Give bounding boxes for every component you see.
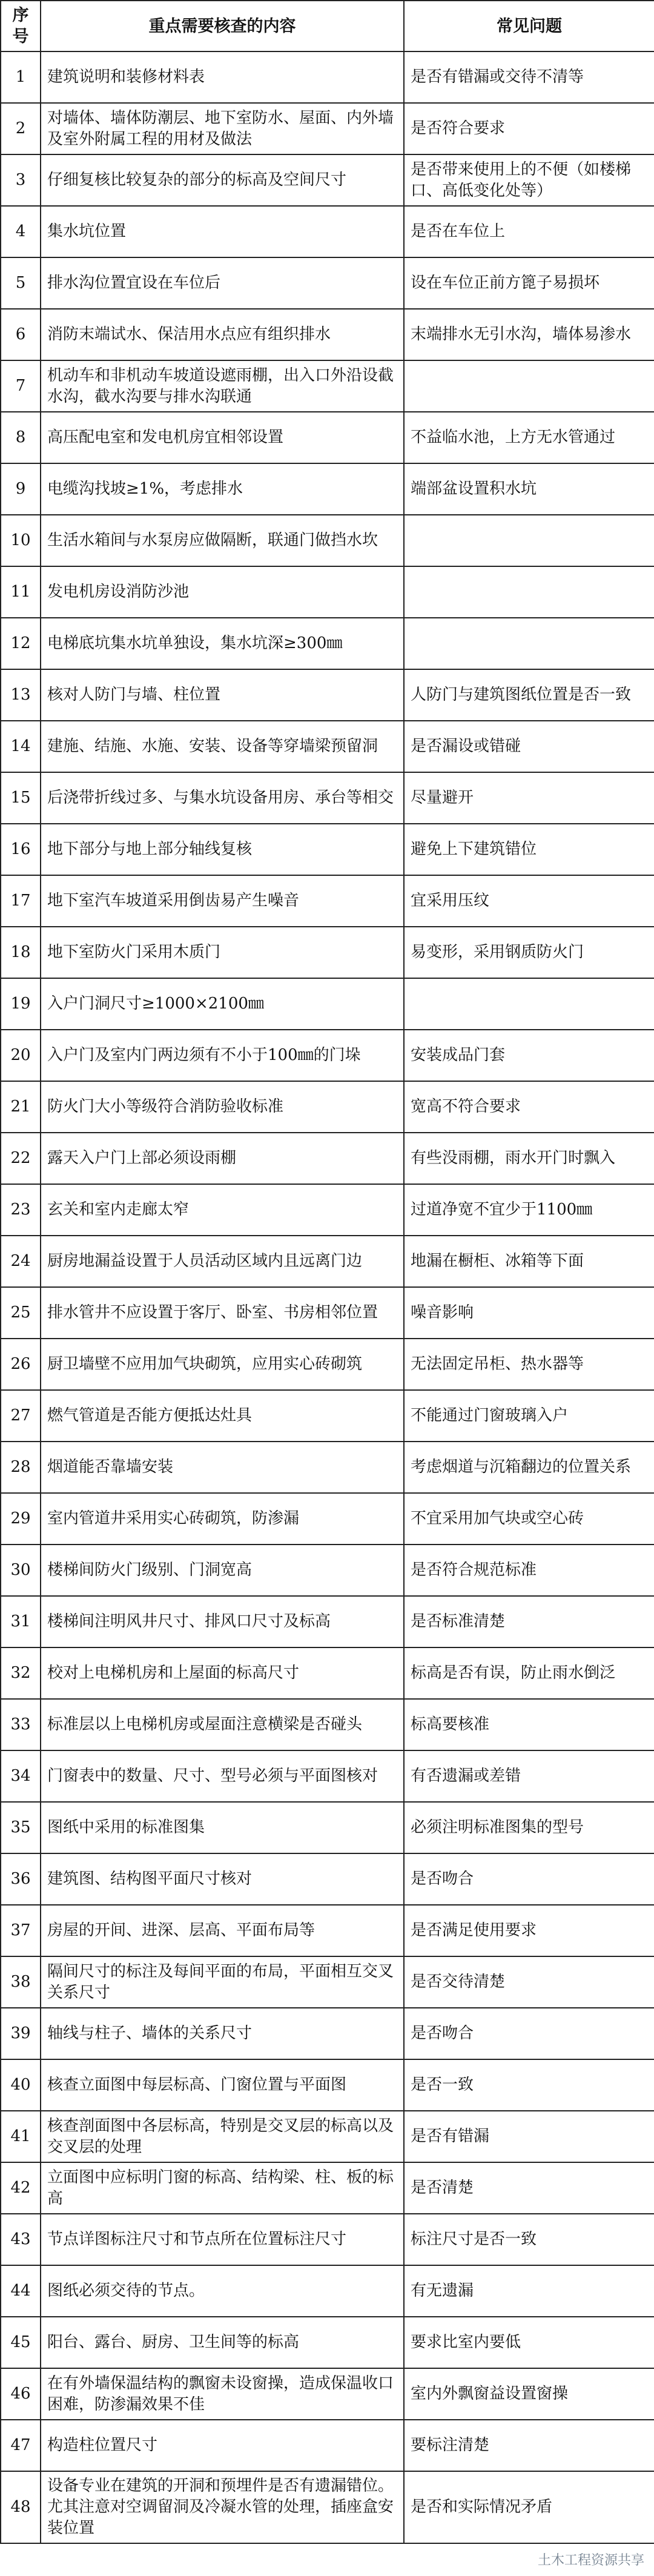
row-number: 2 (1, 103, 41, 154)
table-row (1, 669, 654, 721)
row-content: 机动车和非机动车坡道设遮雨棚，出入口外沿设截水沟，截水沟要与排水沟联通 (41, 360, 404, 412)
row-content: 核查剖面图中各层标高，特别是交叉层的标高以及交叉层的处理 (41, 2111, 404, 2162)
row-number: 36 (1, 1853, 41, 1905)
row-number: 23 (1, 1184, 41, 1236)
row-number: 31 (1, 1596, 41, 1647)
row-issue: 是否满足使用要求 (404, 1905, 654, 1956)
row-issue: 过道净宽不宜少于1100㎜ (404, 1184, 654, 1236)
row-issue: 噪音影响 (404, 1287, 654, 1339)
table-row (1, 51, 654, 103)
row-content: 建施、结施、水施、安装、设备等穿墙梁预留洞 (41, 721, 404, 772)
row-content: 核对人防门与墙、柱位置 (41, 669, 404, 721)
table-row (1, 463, 654, 515)
row-issue: 是否清楚 (404, 2162, 654, 2214)
row-issue: 是否标准清楚 (404, 1596, 654, 1647)
row-number: 22 (1, 1133, 41, 1184)
row-content: 对墙体、墙体防潮层、地下室防水、屋面、内外墙及室外附属工程的用材及做法 (41, 103, 404, 154)
row-issue: 是否有错漏或交待不清等 (404, 51, 654, 103)
row-issue: 是否一致 (404, 2059, 654, 2111)
row-number: 40 (1, 2059, 41, 2111)
row-number: 20 (1, 1030, 41, 1081)
row-number: 1 (1, 51, 41, 103)
table-row (1, 1081, 654, 1133)
row-content: 消防末端试水、保洁用水点应有组织排水 (41, 309, 404, 360)
table-row (1, 1545, 654, 1596)
row-number: 25 (1, 1287, 41, 1339)
row-issue: 室内外飘窗益设置窗操 (404, 2368, 654, 2420)
table-row (1, 1647, 654, 1699)
table-row (1, 1802, 654, 1853)
row-content: 校对上电梯机房和上屋面的标高尺寸 (41, 1647, 404, 1699)
row-content: 楼梯间防火门级别、门洞宽高 (41, 1545, 404, 1596)
row-content: 阳台、露台、厨房、卫生间等的标高 (41, 2317, 404, 2368)
row-content: 构造柱位置尺寸 (41, 2420, 404, 2471)
row-issue: 是否吻合 (404, 2008, 654, 2059)
table-row (1, 1493, 654, 1545)
row-content: 燃气管道是否能方便抵达灶具 (41, 1390, 404, 1442)
row-content: 地下室防火门采用木质门 (41, 927, 404, 978)
row-issue: 宜采用压纹 (404, 875, 654, 927)
row-number: 35 (1, 1802, 41, 1853)
table-row (1, 2420, 654, 2471)
row-content: 露天入户门上部必须设雨棚 (41, 1133, 404, 1184)
row-number: 44 (1, 2265, 41, 2317)
row-number: 48 (1, 2471, 41, 2543)
row-content: 集水坑位置 (41, 206, 404, 257)
table-row (1, 2317, 654, 2368)
row-issue: 是否符合要求 (404, 103, 654, 154)
table-row (1, 154, 654, 206)
table-row (1, 978, 654, 1030)
row-content: 节点详图标注尺寸和节点所在位置标注尺寸 (41, 2214, 404, 2265)
table-row (1, 2471, 654, 2543)
row-number: 3 (1, 154, 41, 206)
header-content: 重点需要核查的内容 (41, 1, 404, 51)
row-issue: 标高是否有误，防止雨水倒泛 (404, 1647, 654, 1699)
row-issue: 末端排水无引水沟，墙体易渗水 (404, 309, 654, 360)
row-content: 立面图中应标明门窗的标高、结构梁、柱、板的标高 (41, 2162, 404, 2214)
row-issue (404, 360, 654, 412)
table-row (1, 2111, 654, 2162)
row-number: 19 (1, 978, 41, 1030)
row-content: 标准层以上电梯机房或屋面注意横梁是否碰头 (41, 1699, 404, 1750)
row-issue: 是否交待清楚 (404, 1956, 654, 2008)
table-row (1, 2214, 654, 2265)
table-row (1, 927, 654, 978)
row-number: 21 (1, 1081, 41, 1133)
row-issue: 端部盆设置积水坑 (404, 463, 654, 515)
header-issue: 常见问题 (404, 1, 654, 51)
table-row (1, 772, 654, 824)
row-content: 地下室汽车坡道采用倒齿易产生噪音 (41, 875, 404, 927)
table-row (1, 566, 654, 618)
row-content: 设备专业在建筑的开洞和预埋件是否有遗漏错位。尤其注意对空调留洞及冷凝水管的处理，插座盒安装位置 (41, 2471, 404, 2543)
table-row (1, 1184, 654, 1236)
table-row (1, 1596, 654, 1647)
row-issue (404, 566, 654, 618)
row-content: 厨卫墙壁不应用加气块砌筑，应用实心砖砌筑 (41, 1339, 404, 1390)
row-issue: 是否和实际情况矛盾 (404, 2471, 654, 2543)
row-number: 45 (1, 2317, 41, 2368)
row-number: 29 (1, 1493, 41, 1545)
row-content: 防火门大小等级符合消防验收标准 (41, 1081, 404, 1133)
row-issue: 是否带来使用上的不便（如楼梯口、高低变化处等） (404, 154, 654, 206)
table-row (1, 1956, 654, 2008)
row-number: 27 (1, 1390, 41, 1442)
row-number: 37 (1, 1905, 41, 1956)
table-row (1, 1287, 654, 1339)
row-content: 仔细复核比较复杂的部分的标高及空间尺寸 (41, 154, 404, 206)
row-issue: 无法固定吊柜、热水器等 (404, 1339, 654, 1390)
row-issue: 要求比室内要低 (404, 2317, 654, 2368)
row-number: 18 (1, 927, 41, 978)
table-row (1, 618, 654, 669)
row-issue: 不宜采用加气块或空心砖 (404, 1493, 654, 1545)
row-issue: 是否漏设或错碰 (404, 721, 654, 772)
row-content: 核查立面图中每层标高、门窗位置与平面图 (41, 2059, 404, 2111)
table-row (1, 721, 654, 772)
row-number: 26 (1, 1339, 41, 1390)
row-issue: 有些没雨棚，雨水开门时飘入 (404, 1133, 654, 1184)
row-issue: 是否符合规范标准 (404, 1545, 654, 1596)
row-number: 41 (1, 2111, 41, 2162)
row-content: 隔间尺寸的标注及每间平面的布局，平面相互交叉关系尺寸 (41, 1956, 404, 2008)
table-row (1, 257, 654, 309)
table-row (1, 824, 654, 875)
row-issue: 宽高不符合要求 (404, 1081, 654, 1133)
row-content: 厨房地漏益设置于人员活动区域内且远离门边 (41, 1236, 404, 1287)
table-row (1, 309, 654, 360)
row-number: 4 (1, 206, 41, 257)
row-issue: 标高要核准 (404, 1699, 654, 1750)
row-issue: 有否遗漏或差错 (404, 1750, 654, 1802)
table-row (1, 1905, 654, 1956)
row-number: 39 (1, 2008, 41, 2059)
row-content: 高压配电室和发电机房宜相邻设置 (41, 412, 404, 463)
table-header-row (1, 1, 654, 51)
row-issue (404, 978, 654, 1030)
row-content: 烟道能否靠墙安装 (41, 1442, 404, 1493)
header-no: 序号 (1, 1, 41, 51)
row-content: 楼梯间注明风井尺寸、排风口尺寸及标高 (41, 1596, 404, 1647)
row-issue: 不能通过门窗玻璃入户 (404, 1390, 654, 1442)
row-content: 房屋的开间、进深、层高、平面布局等 (41, 1905, 404, 1956)
table-row (1, 206, 654, 257)
row-number: 33 (1, 1699, 41, 1750)
row-number: 42 (1, 2162, 41, 2214)
row-number: 46 (1, 2368, 41, 2420)
table-row (1, 2368, 654, 2420)
row-content: 排水管井不应设置于客厅、卧室、书房相邻位置 (41, 1287, 404, 1339)
row-issue: 不益临水池，上方无水管通过 (404, 412, 654, 463)
row-number: 12 (1, 618, 41, 669)
table-row (1, 2059, 654, 2111)
row-issue: 标注尺寸是否一致 (404, 2214, 654, 2265)
row-number: 16 (1, 824, 41, 875)
row-number: 30 (1, 1545, 41, 1596)
watermark-text: 土木工程资源共享 (537, 2553, 644, 2568)
row-number: 9 (1, 463, 41, 515)
row-number: 11 (1, 566, 41, 618)
row-content: 生活水箱间与水泵房应做隔断，联通门做挡水坎 (41, 515, 404, 566)
row-issue: 必须注明标准图集的型号 (404, 1802, 654, 1853)
row-issue: 要标注清楚 (404, 2420, 654, 2471)
table-row (1, 1236, 654, 1287)
table-row (1, 103, 654, 154)
row-number: 24 (1, 1236, 41, 1287)
table-row (1, 2008, 654, 2059)
row-number: 14 (1, 721, 41, 772)
row-number: 32 (1, 1647, 41, 1699)
row-issue: 人防门与建筑图纸位置是否一致 (404, 669, 654, 721)
table-row (1, 1390, 654, 1442)
row-issue: 避免上下建筑错位 (404, 824, 654, 875)
row-issue: 安装成品门套 (404, 1030, 654, 1081)
row-number: 15 (1, 772, 41, 824)
row-issue: 地漏在橱柜、冰箱等下面 (404, 1236, 654, 1287)
row-number: 8 (1, 412, 41, 463)
row-issue: 是否有错漏 (404, 2111, 654, 2162)
table-row (1, 515, 654, 566)
row-content: 门窗表中的数量、尺寸、型号必须与平面图核对 (41, 1750, 404, 1802)
row-content: 在有外墙保温结构的飘窗未设窗操，造成保温收口困难，防渗漏效果不佳 (41, 2368, 404, 2420)
row-number: 10 (1, 515, 41, 566)
row-content: 地下部分与地上部分轴线复核 (41, 824, 404, 875)
row-issue: 是否吻合 (404, 1853, 654, 1905)
row-content: 轴线与柱子、墙体的关系尺寸 (41, 2008, 404, 2059)
table-body (1, 51, 654, 2543)
row-issue: 考虑烟道与沉箱翻边的位置关系 (404, 1442, 654, 1493)
row-content: 后浇带折线过多、与集水坑设备用房、承台等相交 (41, 772, 404, 824)
row-content: 玄关和室内走廊太窄 (41, 1184, 404, 1236)
row-issue (404, 618, 654, 669)
row-content: 图纸中采用的标准图集 (41, 1802, 404, 1853)
row-issue: 是否在车位上 (404, 206, 654, 257)
row-issue: 易变形，采用钢质防火门 (404, 927, 654, 978)
row-content: 室内管道井采用实心砖砌筑，防渗漏 (41, 1493, 404, 1545)
table-row (1, 1133, 654, 1184)
row-issue: 尽量避开 (404, 772, 654, 824)
row-number: 47 (1, 2420, 41, 2471)
table-row (1, 360, 654, 412)
table-row (1, 1030, 654, 1081)
row-content: 电梯底坑集水坑单独设，集水坑深≥300㎜ (41, 618, 404, 669)
row-issue: 设在车位正前方篦子易损坏 (404, 257, 654, 309)
row-number: 5 (1, 257, 41, 309)
table-row (1, 875, 654, 927)
row-content: 入户门洞尺寸≥1000×2100㎜ (41, 978, 404, 1030)
row-number: 13 (1, 669, 41, 721)
row-content: 排水沟位置宜设在车位后 (41, 257, 404, 309)
table-row (1, 1853, 654, 1905)
table-row (1, 1750, 654, 1802)
table-row (1, 2162, 654, 2214)
table-row (1, 1339, 654, 1390)
table-row (1, 1442, 654, 1493)
table-row (1, 1699, 654, 1750)
row-content: 发电机房设消防沙池 (41, 566, 404, 618)
row-content: 图纸必须交待的节点。 (41, 2265, 404, 2317)
row-number: 28 (1, 1442, 41, 1493)
table-row (1, 2265, 654, 2317)
row-number: 43 (1, 2214, 41, 2265)
row-number: 17 (1, 875, 41, 927)
row-number: 7 (1, 360, 41, 412)
row-content: 建筑图、结构图平面尺寸核对 (41, 1853, 404, 1905)
row-issue: 有无遗漏 (404, 2265, 654, 2317)
row-number: 34 (1, 1750, 41, 1802)
row-content: 电缆沟找坡≥1%，考虑排水 (41, 463, 404, 515)
row-content: 入户门及室内门两边须有不小于100㎜的门垛 (41, 1030, 404, 1081)
table-row (1, 412, 654, 463)
row-number: 6 (1, 309, 41, 360)
row-issue (404, 515, 654, 566)
row-number: 38 (1, 1956, 41, 2008)
row-content: 建筑说明和装修材料表 (41, 51, 404, 103)
